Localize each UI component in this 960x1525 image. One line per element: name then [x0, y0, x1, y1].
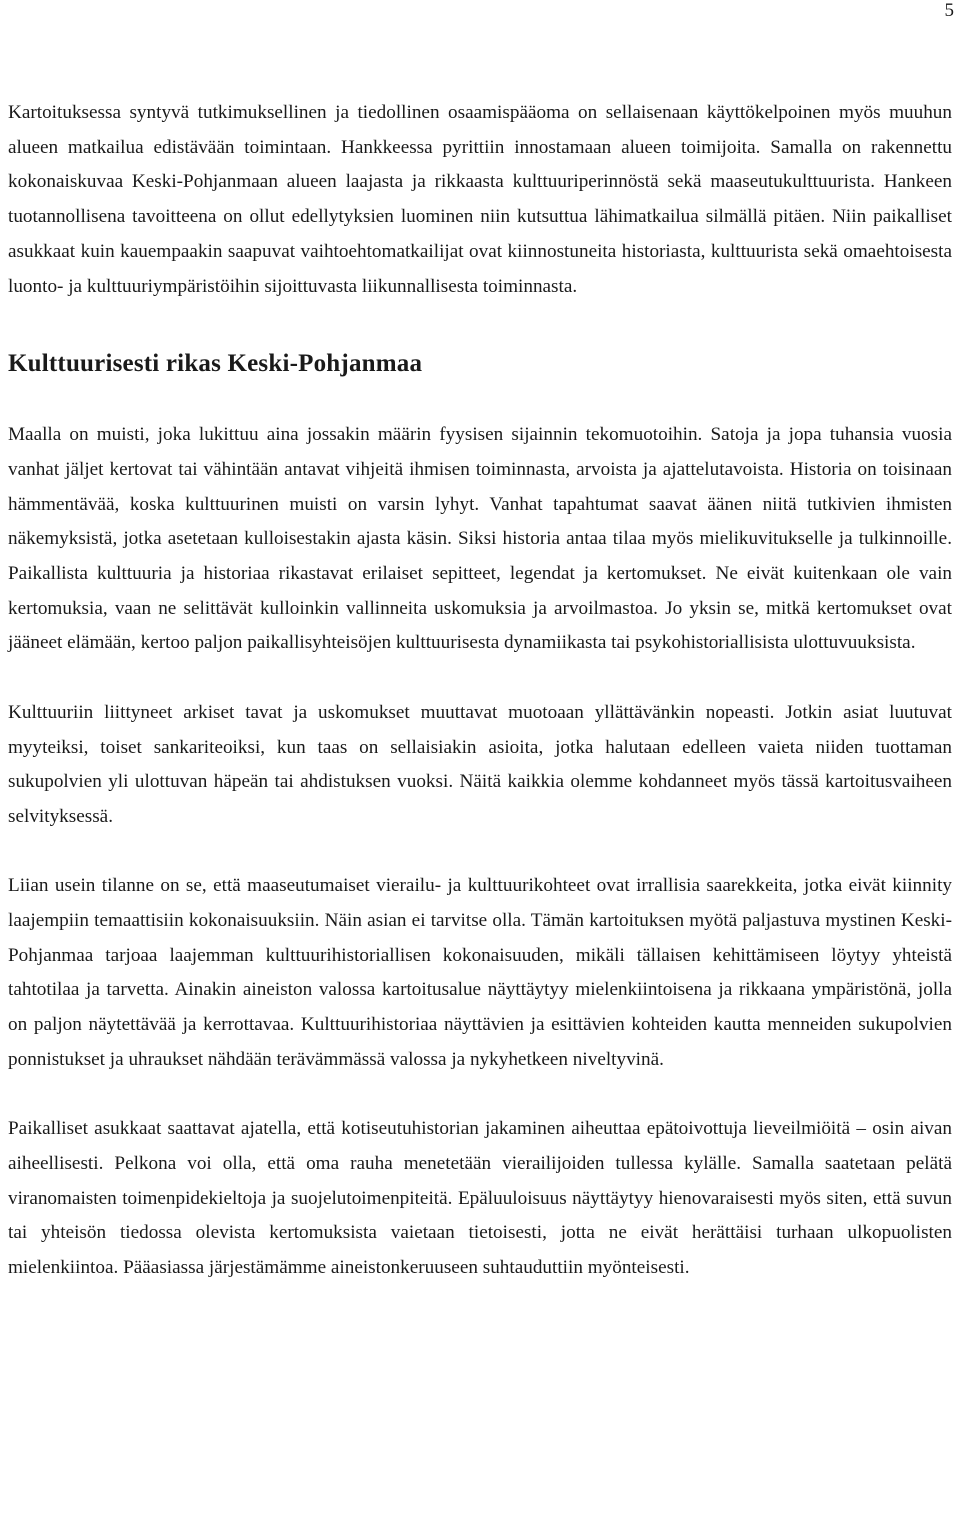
intro-paragraph: Kartoituksessa syntyvä tutkimuksellinen ja tiedollinen osaamispääoma on sellaisenaan käyttökelpoinen myös muuhun alueen matkailua edistävään toimintaan. Hankkeessa pyrittiin innostamaan alueen toimijoita. Samalla on rakennettu kokonaiskuvaa Keski-Pohjanmaan alueen laajasta ja rikkaasta kulttuuriperinnöstä sekä maaseutukulttuurista. Hankeen tuotannollisena tavoitteena on ollut edellytyksien luominen niin kutsuttua lähimatkailua silmällä pitäen. Niin paikalliset asukkaat kuin kauempaakin saapuvat vaihtoehtomatkailijat ovat kiinnostuneita historiasta, kulttuurista sekä omaehtoisesta luonto- ja kulttuuriympäristöihin sijoittuvasta liikunnallisesta toiminnasta. — [8, 102, 952, 297]
page-number: 5 — [944, 0, 954, 21]
body-paragraph-1: Maalla on muisti, joka lukittuu aina jossakin määrin fyysisen sijainnin tekomuotoihin. Satoja ja jopa tuhansia vuosia vanhat jäljet kertovat tai vähintään antavat vihjeitä ihmisen toiminnasta, arvoista ja ajattelutavoista. Historia on toisinaan hämmentävää, koska kulttuurinen muisti on varsin lyhyt. Vanhat tapahtumat saavat äänen niitä tutkivien ihmisten näkemyksistä, jotka asetetaan kulloisestakin ajasta käsin. Siksi historia antaa tilaa myös mielikuvitukselle ja tulkinnoille. Paikallista kulttuuria ja historiaa rikastavat erilaiset sepitteet, legendat ja kertomukset. Ne eivät kuitenkaan ole vain kertomuksia, vaan ne selittävät kulloinkin vallinneita uskomuksia ja arvoilmastoa. Jo yksin se, mitkä kertomukset ovat jääneet elämään, kertoo paljon paikallisyhteisöjen kulttuurisesta dynamiikasta tai psykohistoriallisista ulottuvuuksista. — [8, 424, 952, 654]
body-paragraph-2: Kulttuuriin liittyneet arkiset tavat ja uskomukset muuttavat muotoaan yllättävänkin nopeasti. Jotkin asiat luutuvat myyteiksi, toiset sankariteoiksi, kun taas on sellaisiakin asioita, jotka halutaan edelleen vaieta niiden tuottaman sukupolvien yli ulottuvan häpeän tai ahdistuksen vuoksi. Näitä kaikkia olemme kohdanneet myös tässä kartoitusvaiheen selvityksessä. — [8, 701, 952, 827]
body-paragraph-3: Liian usein tilanne on se, että maaseutumaiset vierailu- ja kulttuurikohteet ovat irrallisia saarekkeita, jotka eivät kiinnity laajempiin temaattisiin kokonaisuuksiin. Näin asian ei tarvitse olla. Tämän kartoituksen myötä paljastuva mystinen Keski-Pohjanmaa tarjoaa laajemman kulttuurihistoriallisen kokonaisuuden, mikäli tällaisen kehittämiseen löytyy yhteistä tahtotilaa ja tarvetta. Ainakin aineiston valossa kartoitusalue näyttäytyy mielenkiintoisena ja rikkaana ympäristönä, jolla on paljon näytettävää ja kerrottavaa. Kulttuurihistoriaa näyttävien ja esittävien kohteiden kautta menneiden sukupolvien ponnistukset ja uhraukset nähdään terävämmässä valossa ja nykyhetkeen niveltyvinä. — [8, 875, 952, 1070]
body-paragraph-4: Paikalliset asukkaat saattavat ajatella, että kotiseutuhistorian jakaminen aiheuttaa epätoivottuja lieveilmiöitä – osin aivan aiheellisesti. Pelkona voi olla, että oma rauha menetetään vierailijoiden tullessa kylälle. Samalla saatetaan pelätä viranomaisten toimenpidekieltoja ja suojelutoimenpiteitä. Epäluuloisuus näyttäytyy hienovaraisesti myös siten, että suvun tai yhteisön tiedossa olevista kertomuksista vaietaan tietoisesti, jotta ne eivät herättäisi turhaan ulkopuolisten mielenkiintoa. Pääasiassa järjestämämme aineistonkeruuseen suhtauduttiin myönteisesti. — [8, 1118, 952, 1279]
section-heading: Kulttuurisesti rikas Keski-Pohjanmaa — [8, 350, 423, 378]
document-body — [8, 96, 952, 1286]
